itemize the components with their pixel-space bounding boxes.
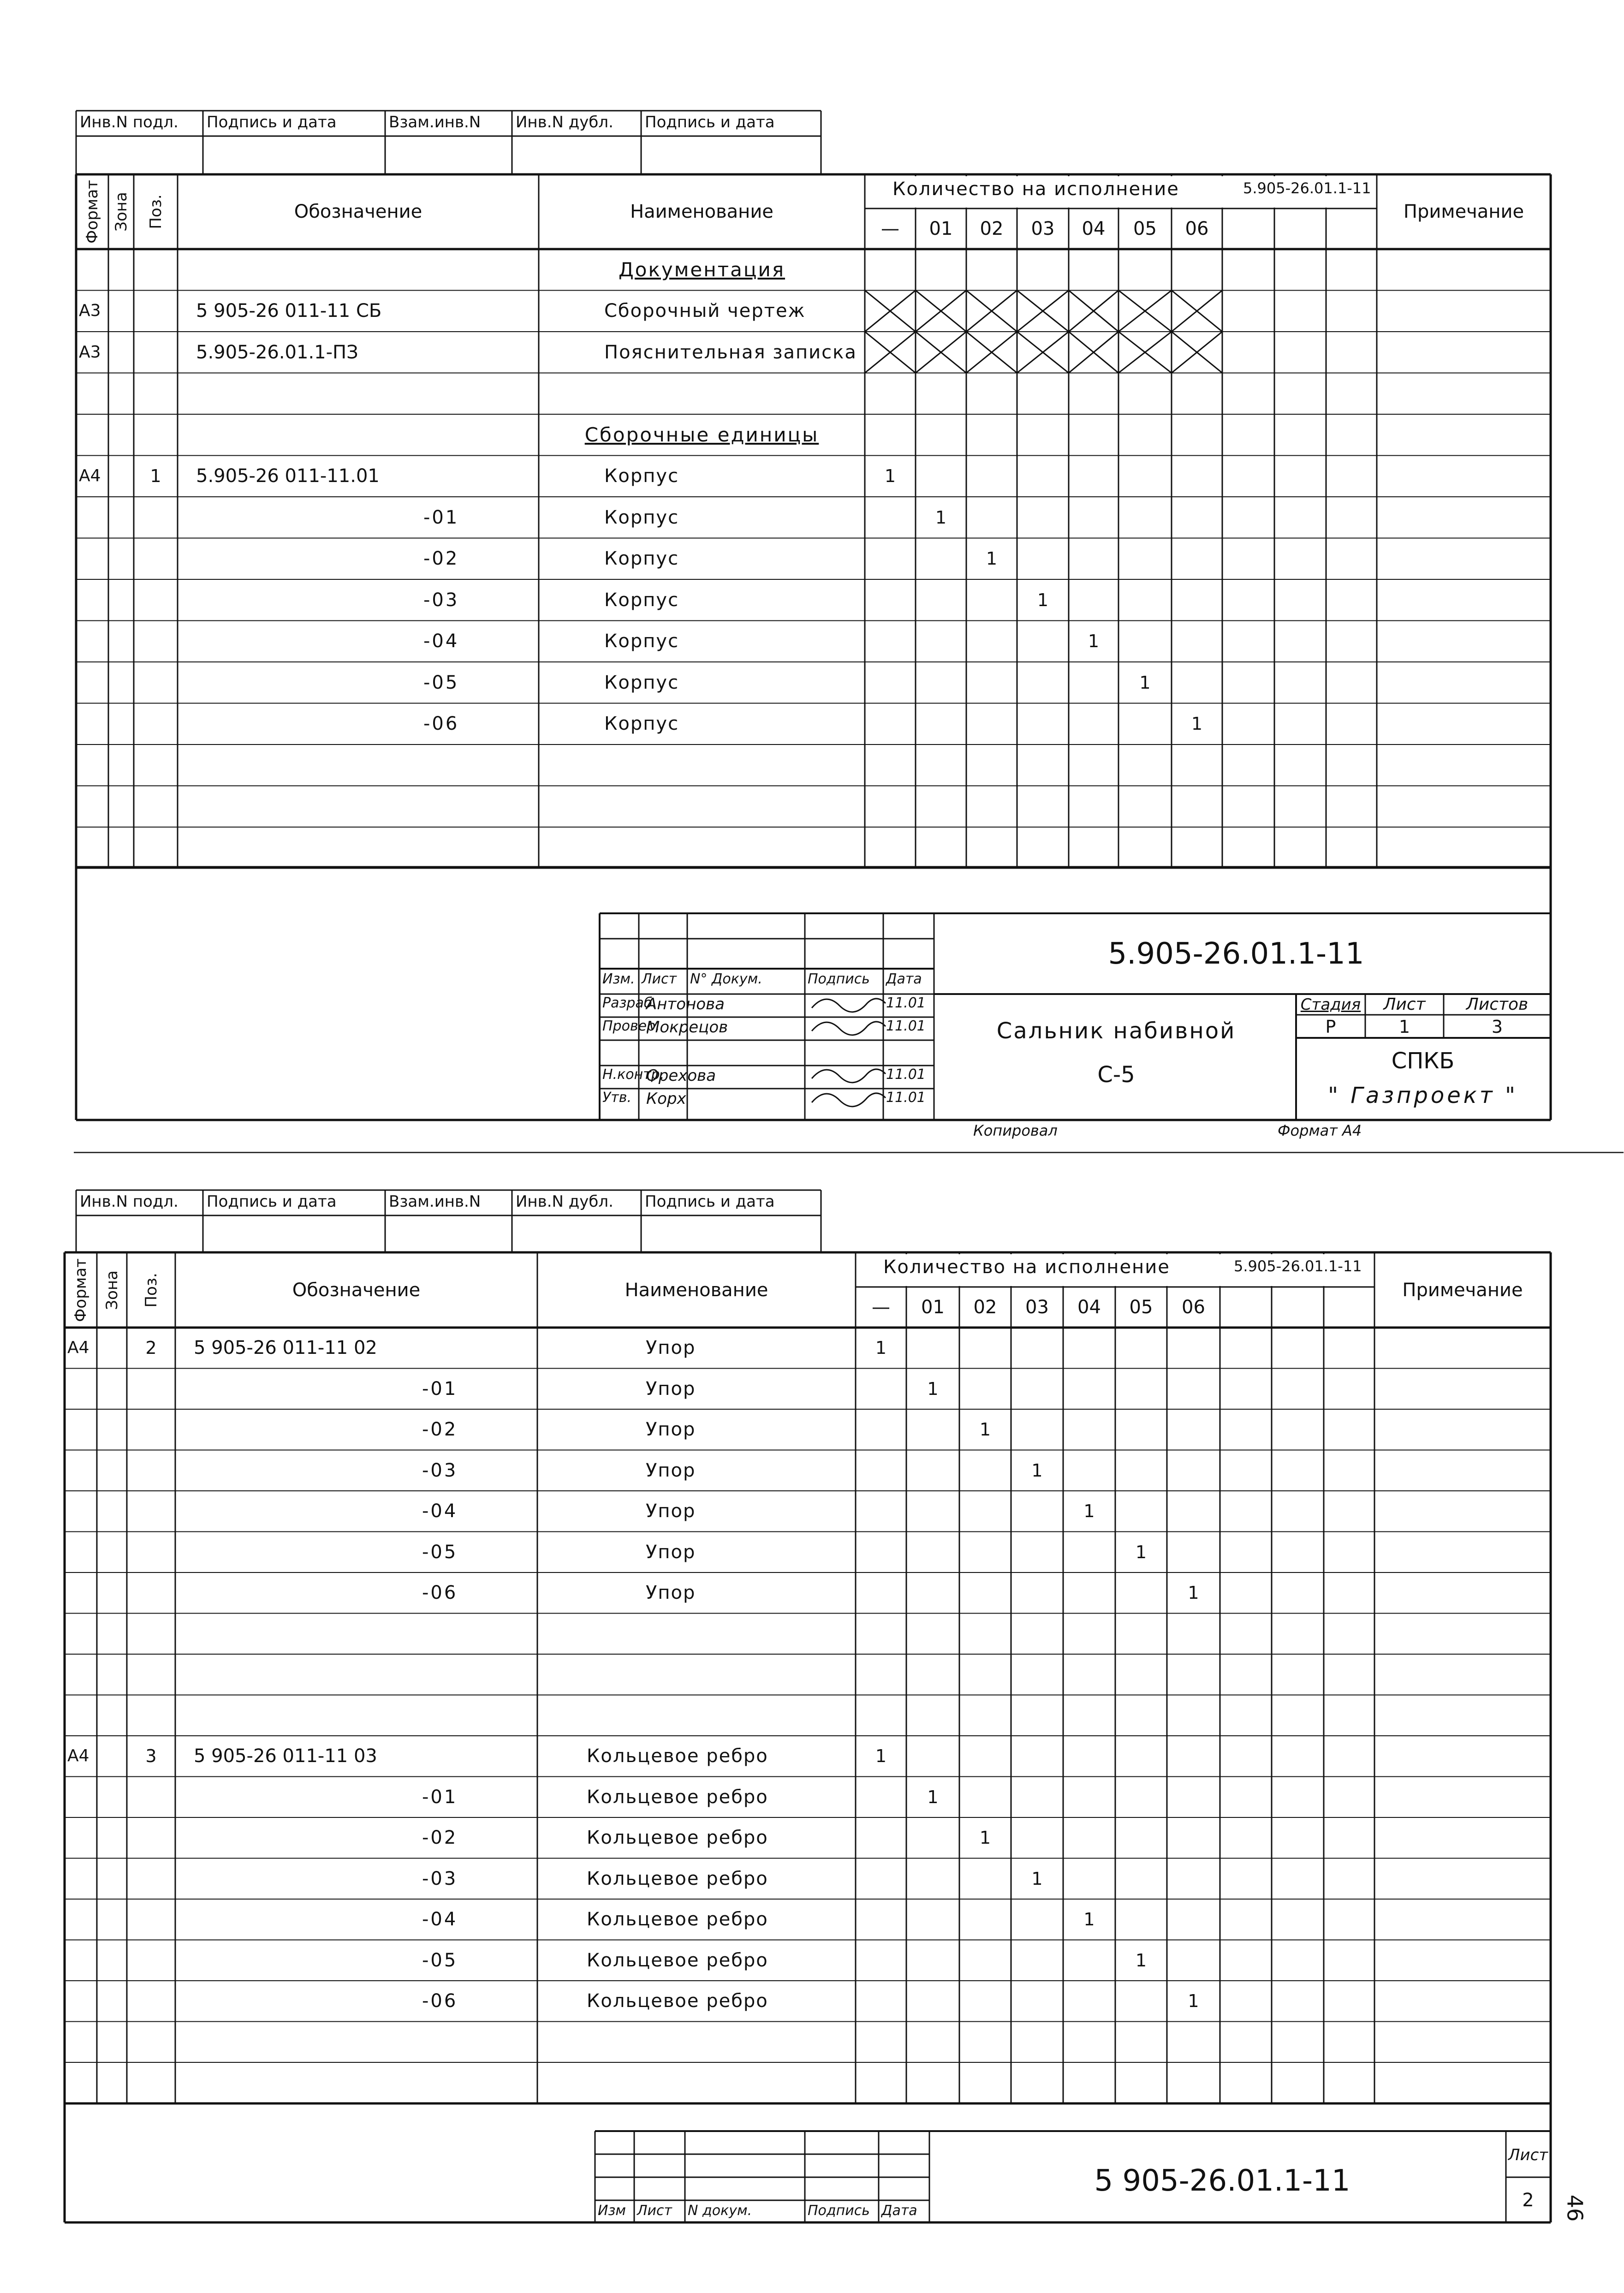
header-note: Примечание (1403, 201, 1524, 222)
title-sheet: 2 (1522, 2190, 1534, 2211)
cell-designation: -04 (423, 631, 459, 652)
title-stage-label: Стадия (1300, 995, 1361, 1014)
header-qty-doc: 5.905-26.01.1-11 (1243, 179, 1371, 197)
header-format: Формат (83, 180, 101, 244)
cell-quantity: 1 (979, 1828, 991, 1848)
header-variant-1: 01 (921, 1297, 945, 1318)
cell-name: Кольцевое ребро (587, 1909, 768, 1930)
title-doc-number: 5.905-26.01.1-11 (1108, 937, 1364, 971)
header-variant-2: 02 (980, 218, 1004, 239)
header-qty: Количество на исполнение (892, 179, 1179, 200)
cell-name: Упор (646, 1337, 696, 1359)
header-zone: Зона (102, 1270, 121, 1310)
cell-name: Корпус (604, 465, 679, 487)
cell-designation: -03 (422, 1459, 458, 1481)
cell-name: Упор (646, 1501, 696, 1522)
header-variant-3: 03 (1031, 218, 1055, 239)
title-col-label: N докум. (688, 2203, 752, 2219)
cell-name: Корпус (604, 506, 679, 528)
title-person: Антонова (646, 995, 725, 1013)
page-number: 46 (1562, 2194, 1588, 2222)
header-designation: Обозначение (294, 201, 422, 222)
cell-quantity: 1 (875, 1338, 887, 1358)
cell-designation: -02 (422, 1827, 458, 1849)
cell-designation: 5 905-26 011-11 02 (194, 1337, 377, 1359)
cell-name: Упор (646, 1541, 696, 1563)
cell-quantity: 1 (1188, 1583, 1199, 1603)
cell-designation: 5 905-26 011-11 03 (194, 1745, 377, 1767)
cell-position: 1 (150, 466, 161, 487)
header-pos: Поз. (146, 194, 165, 229)
stamp-cell-label: Взам.инв.N (389, 1192, 481, 1211)
cell-quantity: 1 (1188, 1991, 1199, 2012)
cell-name: Упор (646, 1378, 696, 1400)
cell-quantity: 1 (935, 507, 947, 528)
header-variant-4: 04 (1077, 1297, 1101, 1318)
header-qty: Количество на исполнение (883, 1257, 1170, 1278)
title-role: Разраб. (602, 995, 657, 1011)
cell-name: Упор (646, 1419, 696, 1441)
title-col-label: Изм. (602, 971, 635, 987)
section-title: Документация (618, 258, 785, 281)
title-role: Провер. (602, 1018, 660, 1034)
cell-quantity: 1 (979, 1419, 991, 1440)
cell-designation: -05 (422, 1541, 458, 1563)
cell-format: А3 (79, 342, 101, 362)
cell-quantity: 1 (927, 1787, 939, 1807)
title-stage: Р (1325, 1017, 1336, 1037)
title-date: 11.01 (886, 1018, 926, 1034)
cell-quantity: 1 (1135, 1950, 1147, 1971)
title-col-label: Лист (642, 971, 677, 987)
header-variant-3: 03 (1025, 1297, 1049, 1318)
cell-designation: -05 (423, 672, 459, 693)
title-org-line2: " Газпроект " (1327, 1083, 1518, 1108)
title-col-label: Подпись (808, 971, 870, 987)
cell-quantity: 1 (1088, 631, 1100, 652)
header-variant-5: 05 (1133, 218, 1157, 239)
header-note: Примечание (1402, 1279, 1523, 1301)
stamp-cell-label: Подпись и дата (207, 1192, 337, 1211)
cell-position: 2 (145, 1338, 157, 1358)
title-doc-number: 5 905-26.01.1-11 (1094, 2164, 1350, 2198)
header-variant-0: — (872, 1297, 890, 1318)
cell-quantity: 1 (1037, 590, 1049, 610)
cell-format: А4 (79, 466, 101, 486)
footer-format: Формат А4 (1278, 1122, 1362, 1139)
title-date: 11.01 (886, 1066, 926, 1083)
cell-designation: -04 (422, 1909, 458, 1930)
header-pos: Поз. (142, 1272, 161, 1308)
header-format: Формат (71, 1258, 90, 1322)
cell-designation: -02 (423, 548, 459, 570)
footer-copied: Копировал (973, 1122, 1058, 1139)
stamp-cell-label: Подпись и дата (207, 113, 337, 131)
cell-quantity: 1 (1191, 714, 1203, 734)
title-role: Н.контр. (602, 1066, 665, 1083)
title-date: 11.01 (886, 995, 926, 1011)
cell-name: Упор (646, 1459, 696, 1481)
cell-designation: -03 (422, 1868, 458, 1889)
cell-format: А4 (67, 1338, 89, 1358)
cell-position: 3 (145, 1746, 157, 1767)
cell-quantity: 1 (875, 1746, 887, 1767)
header-variant-6: 06 (1185, 218, 1209, 239)
cell-designation: -01 (422, 1786, 458, 1808)
title-person: Корх (646, 1090, 686, 1108)
stamp-cell-label: Подпись и дата (645, 1192, 775, 1211)
stamp-cell-label: Инв.N подл. (80, 113, 178, 131)
section-title: Сборочные единицы (584, 423, 819, 446)
title-sheets-label: Листов (1466, 995, 1529, 1014)
cell-name: Корпус (604, 672, 679, 693)
cell-quantity: 1 (927, 1378, 939, 1399)
cell-name: Кольцевое ребро (587, 1990, 768, 2012)
title-role: Утв. (602, 1090, 631, 1106)
title-org-line1: СПКБ (1391, 1048, 1455, 1074)
cell-name: Кольцевое ребро (587, 1949, 768, 1971)
title-sheet: 1 (1398, 1017, 1410, 1037)
cell-quantity: 1 (884, 466, 896, 487)
cell-quantity: 1 (1135, 1542, 1147, 1562)
header-designation: Обозначение (292, 1279, 421, 1301)
cell-designation: -06 (422, 1582, 458, 1604)
header-qty-doc: 5.905-26.01.1-11 (1234, 1257, 1362, 1275)
cell-name: Сборочный чертеж (604, 300, 806, 322)
cell-quantity: 1 (1139, 672, 1151, 693)
title-product-name: Сальник набивной (996, 1018, 1236, 1044)
stamp-cell-label: Подпись и дата (645, 113, 775, 131)
title-col-label: Изм (598, 2203, 626, 2219)
cell-designation: -06 (422, 1990, 458, 2012)
title-col-label: N° Докум. (690, 971, 762, 987)
stamp-cell-label: Инв.N дубл. (516, 1192, 613, 1211)
cell-designation: -05 (422, 1949, 458, 1971)
cell-quantity: 1 (1031, 1460, 1043, 1481)
title-sheets: 3 (1491, 1017, 1503, 1037)
header-variant-1: 01 (929, 218, 953, 239)
cell-name: Корпус (604, 713, 679, 735)
cell-designation: -01 (422, 1378, 458, 1400)
cell-quantity: 1 (1083, 1501, 1095, 1522)
cell-format: А4 (67, 1746, 89, 1766)
cell-designation: -03 (423, 589, 459, 611)
cell-name: Корпус (604, 631, 679, 652)
cell-designation: -02 (422, 1419, 458, 1441)
title-col-label: Лист (637, 2203, 672, 2219)
header-name: Наименование (625, 1279, 768, 1301)
title-col-label: Дата (886, 971, 922, 987)
title-product-code: С-5 (1097, 1062, 1135, 1088)
cell-designation: 5 905-26 011-11 СБ (196, 300, 382, 322)
cell-quantity: 1 (986, 548, 998, 569)
header-variant-2: 02 (973, 1297, 997, 1318)
cell-name: Упор (646, 1582, 696, 1604)
header-variant-4: 04 (1082, 218, 1106, 239)
cell-designation: -01 (423, 506, 459, 528)
header-variant-5: 05 (1129, 1297, 1153, 1318)
title-sheet-label: Лист (1383, 995, 1426, 1014)
cell-name: Корпус (604, 548, 679, 570)
cell-format: А3 (79, 301, 101, 321)
cell-name: Кольцевое ребро (587, 1786, 768, 1808)
header-variant-6: 06 (1182, 1297, 1205, 1318)
cell-name: Пояснительная записка (604, 341, 857, 363)
cell-name: Корпус (604, 589, 679, 611)
cell-designation: 5.905-26.01.1-ПЗ (196, 341, 358, 363)
cell-name: Кольцевое ребро (587, 1827, 768, 1849)
cell-quantity: 1 (1083, 1909, 1095, 1930)
cell-name: Кольцевое ребро (587, 1745, 768, 1767)
title-person: Орехова (646, 1066, 716, 1085)
title-col-label: Подпись (808, 2203, 870, 2219)
stamp-cell-label: Инв.N подл. (80, 1192, 178, 1211)
cell-name: Кольцевое ребро (587, 1868, 768, 1889)
title-sheet-label: Лист (1508, 2146, 1548, 2164)
cell-quantity: 1 (1031, 1868, 1043, 1889)
title-date: 11.01 (886, 1090, 926, 1106)
header-variant-0: — (881, 218, 899, 239)
cell-designation: -04 (422, 1501, 458, 1522)
title-col-label: Дата (881, 2203, 917, 2219)
title-person: Мокрецов (646, 1018, 728, 1036)
stamp-cell-label: Инв.N дубл. (516, 113, 613, 131)
cell-designation: -06 (423, 713, 459, 735)
header-zone: Зона (112, 192, 131, 232)
stamp-cell-label: Взам.инв.N (389, 113, 481, 131)
cell-designation: 5.905-26 011-11.01 (196, 465, 380, 487)
header-name: Наименование (630, 201, 773, 222)
